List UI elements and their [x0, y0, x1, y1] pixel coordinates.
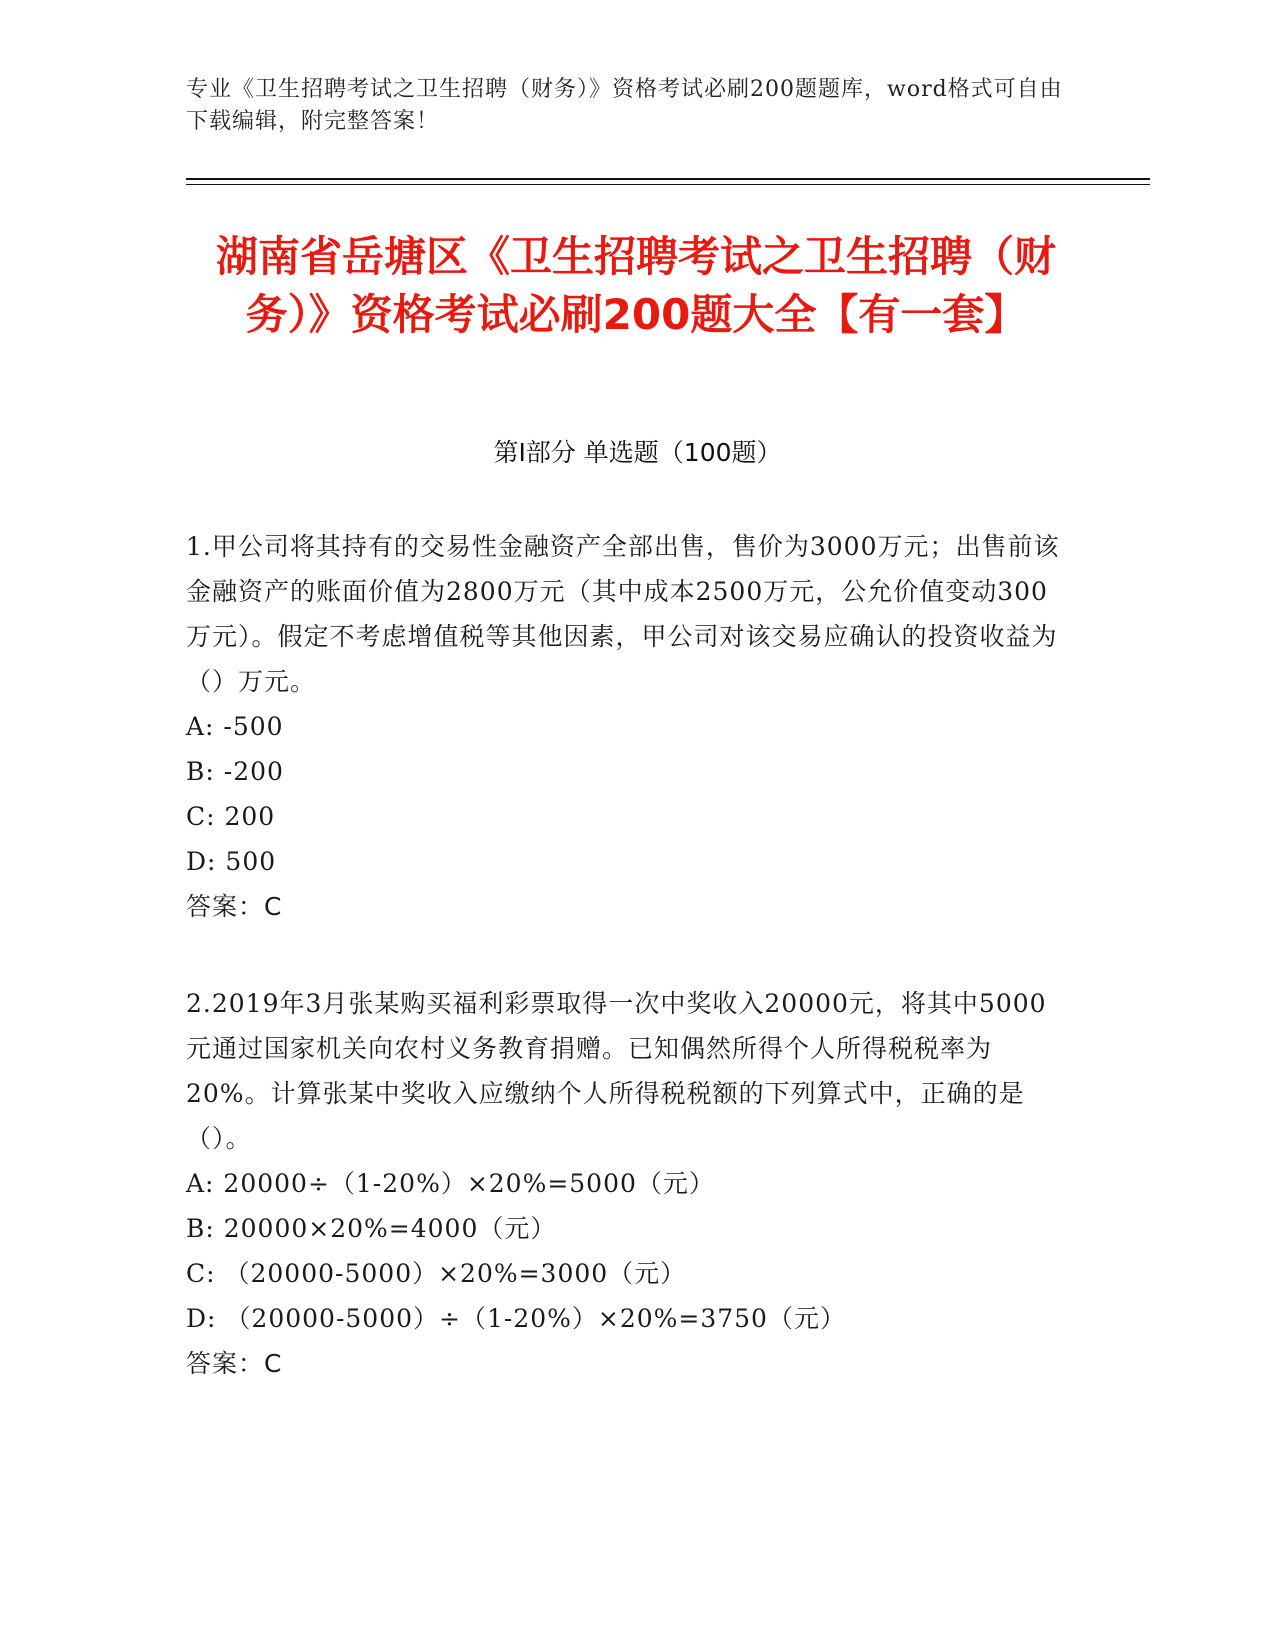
- question-1: [186, 524, 1066, 929]
- header-note: 专业《卫生招聘考试之卫生招聘（财务）》资格考试必刷200题题库，word格式可自由下载编辑，附完整答案！: [186, 77, 1063, 134]
- document-title: 湖南省岳塘区《卫生招聘考试之卫生招聘（财务）》资格考试必刷200题大全【有一套】: [215, 232, 1056, 339]
- option-b: B: -200: [186, 757, 284, 786]
- option-c: C: （20000-5000）×20%=3000（元）: [186, 1259, 687, 1288]
- header-divider-thick: [186, 178, 1150, 180]
- option-d: D: 500: [186, 847, 277, 876]
- section-heading: 第I部分 单选题（100题）: [493, 438, 782, 467]
- header-divider-thin: [186, 184, 1150, 185]
- answer-line: 答案：C: [186, 892, 283, 921]
- option-a: A: -500: [186, 712, 284, 741]
- option-d: D: （20000-5000）÷（1-20%）×20%=3750（元）: [186, 1304, 846, 1333]
- option-c: C: 200: [186, 802, 276, 831]
- option-b: B: 20000×20%=4000（元）: [186, 1214, 557, 1243]
- option-a: A: 20000÷（1-20%）×20%=5000（元）: [186, 1169, 715, 1198]
- question-stem: 1.甲公司将其持有的交易性金融资产全部出售，售价为3000万元；出售前该金融资产的账面价值为2800万元（其中成本2500万元，公允价值变动300万元）。假定不考虑增值税等其他因素，甲公司对该交易应确认的投资收益为（）万元。: [186, 532, 1060, 696]
- question-stem: 2.2019年3月张某购买福利彩票取得一次中奖收入20000元，将其中5000元通过国家机关向农村义务教育捐赠。已知偶然所得个人所得税税率为20%。计算张某中奖收入应缴纳个人所得税税额的下列算式中，正确的是（）。: [186, 989, 1047, 1153]
- answer-line: 答案：C: [186, 1349, 283, 1378]
- question-2: [186, 981, 1066, 1386]
